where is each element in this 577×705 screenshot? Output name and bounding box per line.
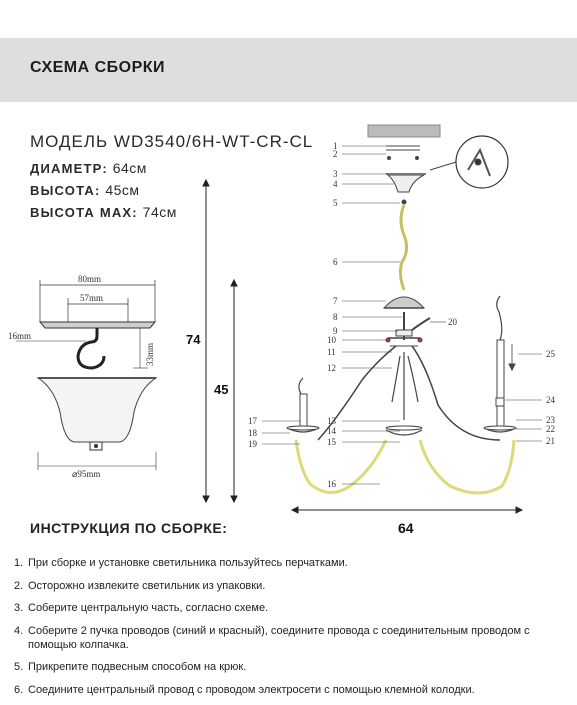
- dim-cup-diameter: ⌀95mm: [72, 469, 101, 479]
- chandelier-drawing: [287, 125, 516, 493]
- step-text: Прикрепите подвесным способом на крюк.: [28, 661, 247, 673]
- step-number: 6.: [14, 683, 24, 696]
- callout-7: 7: [333, 296, 338, 306]
- callout-13: 13: [327, 416, 336, 426]
- dim-width: 64: [398, 520, 414, 536]
- callout-6: 6: [333, 257, 338, 267]
- callout-18: 18: [248, 428, 257, 438]
- dim-height: 45: [214, 382, 229, 397]
- spec-label: ВЫСОТА MAX:: [30, 205, 138, 220]
- callout-12: 12: [327, 363, 336, 373]
- model-name: МОДЕЛЬ WD3540/6H-WT-CR-CL: [30, 132, 314, 151]
- callout-2: 2: [333, 149, 338, 159]
- step-number: 1.: [14, 557, 24, 569]
- dim-max-height: 74: [186, 332, 201, 347]
- step-text: Соберите 2 пучка проводов (синий и красный), соедините провода с соединительным проводом с помощью колпачка.: [28, 624, 530, 651]
- spec-label: ДИАМЕТР:: [30, 161, 108, 176]
- callout-3: 3: [333, 169, 338, 179]
- step-text: Осторожно извлеките светильник из упаковки.: [28, 579, 266, 592]
- step-number: 2.: [14, 579, 24, 592]
- callout-25: 25: [546, 349, 555, 359]
- dim-hook-offset: 16mm: [8, 331, 32, 341]
- callout-labels: [248, 141, 556, 489]
- instruction-step: [14, 683, 574, 697]
- callout-10: 10: [327, 335, 336, 345]
- callout-19: 19: [248, 439, 257, 449]
- callout-5: 5: [333, 198, 338, 208]
- dim-inner-width: 57mm: [80, 293, 104, 303]
- dimension-lines: [203, 180, 522, 513]
- dim-top-width: 80mm: [78, 274, 102, 284]
- instructions-title: ИНСТРУКЦИЯ ПО СБОРКЕ:: [30, 520, 228, 536]
- callout-22: 22: [546, 424, 555, 434]
- step-text: Соберите центральную часть, согласно схеме.: [28, 602, 269, 614]
- callout-8: 8: [333, 312, 338, 322]
- step-text: При сборке и установке светильника пользуйтесь перчатками.: [28, 557, 348, 569]
- spec-value: 45см: [105, 182, 140, 198]
- callout-14: 14: [327, 426, 336, 436]
- instruction-step: [14, 624, 574, 652]
- callout-1: 1: [333, 141, 338, 151]
- callout-15: 15: [327, 437, 336, 447]
- instruction-step: [14, 601, 574, 615]
- spec-label: ВЫСОТА:: [30, 183, 101, 198]
- step-number: 3.: [14, 602, 24, 614]
- callout-4: 4: [333, 179, 338, 189]
- callout-17: 17: [248, 416, 257, 426]
- instructions-list: [14, 556, 574, 705]
- instruction-step: [14, 660, 574, 674]
- instruction-step: [14, 556, 574, 570]
- instruction-step: [14, 579, 574, 593]
- spec-value: 64см: [112, 160, 147, 176]
- spec-value: 74см: [142, 204, 177, 220]
- callout-16: 16: [327, 479, 336, 489]
- callout-20: 20: [448, 317, 457, 327]
- dim-hook-height: 33mm: [145, 342, 155, 366]
- callout-11: 11: [327, 347, 336, 357]
- callout-9: 9: [333, 326, 338, 336]
- step-number: 4.: [14, 624, 24, 637]
- callout-21: 21: [546, 436, 555, 446]
- callout-24: 24: [546, 395, 555, 405]
- page-title: СХЕМА СБОРКИ: [30, 59, 166, 76]
- detail-canopy-drawing: [16, 280, 156, 470]
- callout-23: 23: [546, 415, 555, 425]
- step-text: Соедините центральный провод с проводом электросети с помощью клемной колодки.: [28, 683, 475, 696]
- step-number: 5.: [14, 661, 24, 673]
